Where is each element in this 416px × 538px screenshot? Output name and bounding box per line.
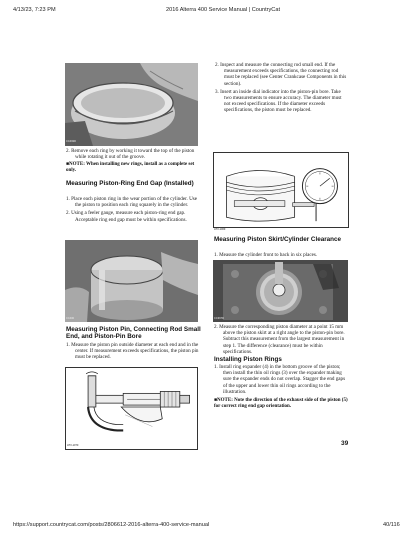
note-new-rings: ■NOTE: When installing new rings, install as a complete set only. (66, 162, 195, 173)
page-number: 39 (341, 440, 349, 447)
photo-micrometer (65, 367, 198, 450)
print-page-count: 40/116 (383, 522, 400, 528)
photo-dial-indicator (213, 152, 349, 228)
heading-install-rings: Installing Piston Rings (214, 356, 282, 363)
step-remove-ring: 2. Remove each ring by working it toward the top of the piston while rotating it out of the groove. (66, 148, 195, 161)
print-page-title: 2016 Alterra 400 Service Manual | CountryCat (166, 7, 281, 13)
photo-feeler-gauge (65, 240, 198, 322)
note-exhaust-side: ■NOTE: Note the direction of the exhaust side of the piston (5) for correct ring end gap orientation. (214, 398, 348, 409)
print-datetime: 4/13/23, 7:23 PM (13, 7, 56, 13)
photo-id: ATV-1070 (67, 444, 79, 447)
photo-cylinder-bore (213, 260, 348, 322)
step-measure-pin: 1. Measure the piston pin outside diameter at each end and in the center. If measurement exceeds specifications, the piston pin must be replaced. (66, 342, 199, 361)
heading-skirt-clearance: Measuring Piston Skirt/Cylinder Clearance (214, 236, 342, 243)
print-url: https://support.countrycat.com/posts/2806612-2016-alterra-400-service-manual (13, 522, 210, 528)
photo-id: ATV-1069 (214, 228, 226, 231)
photo-ring-removal (65, 63, 198, 146)
heading-piston-pin: Measuring Piston Pin, Connecting Rod Small End, and Piston-Pin Bore (66, 326, 201, 340)
photo-id: CC400 (66, 317, 75, 320)
step-piston-diameter: 2. Measure the corresponding piston diameter at a point 15 mm above the piston skirt at a right angle to the piston-pin bore. Subtract this measurement from the largest measurement in step 1. The difference (clearance) must be within specifications. (214, 324, 345, 355)
step-install-expander: 1. Install ring expander (4) in the bottom groove of the piston; then install the thin oil rings (3) over the expander making sure the expander ends do not overlap. Stagger the end gaps of the upper and lower thin oil rings according to the illustration. (214, 364, 346, 395)
photo-id: CC367D (214, 317, 224, 320)
steps-rod-and-bore: 2. Inspect and measure the connecting rod small end. If the measurement exceeds specifications, the connecting rod must be replaced (see Center Crankcase Components in this section). 3. Insert an inside dial indicator into the piston-pin bore. Take two measurements to ensure accuracy. The diameter must not exceed specifications. If the diameter exceeds specifications, the piston must be replaced. (215, 62, 347, 114)
steps-end-gap: 1. Place each piston ring in the wear portion of the cylinder. Use the piston to position each ring squarely in the cylinder. 2. Using a feeler gauge, measure each piston-ring end gap. Acceptable ring end gap must be within specifications. (66, 196, 197, 223)
step-measure-cylinder: 1. Measure the cylinder front to back in six places. (214, 252, 318, 258)
photo-id: CC493D (66, 140, 76, 143)
heading-ring-end-gap: Measuring Piston-Ring End Gap (Installed) (66, 180, 194, 187)
